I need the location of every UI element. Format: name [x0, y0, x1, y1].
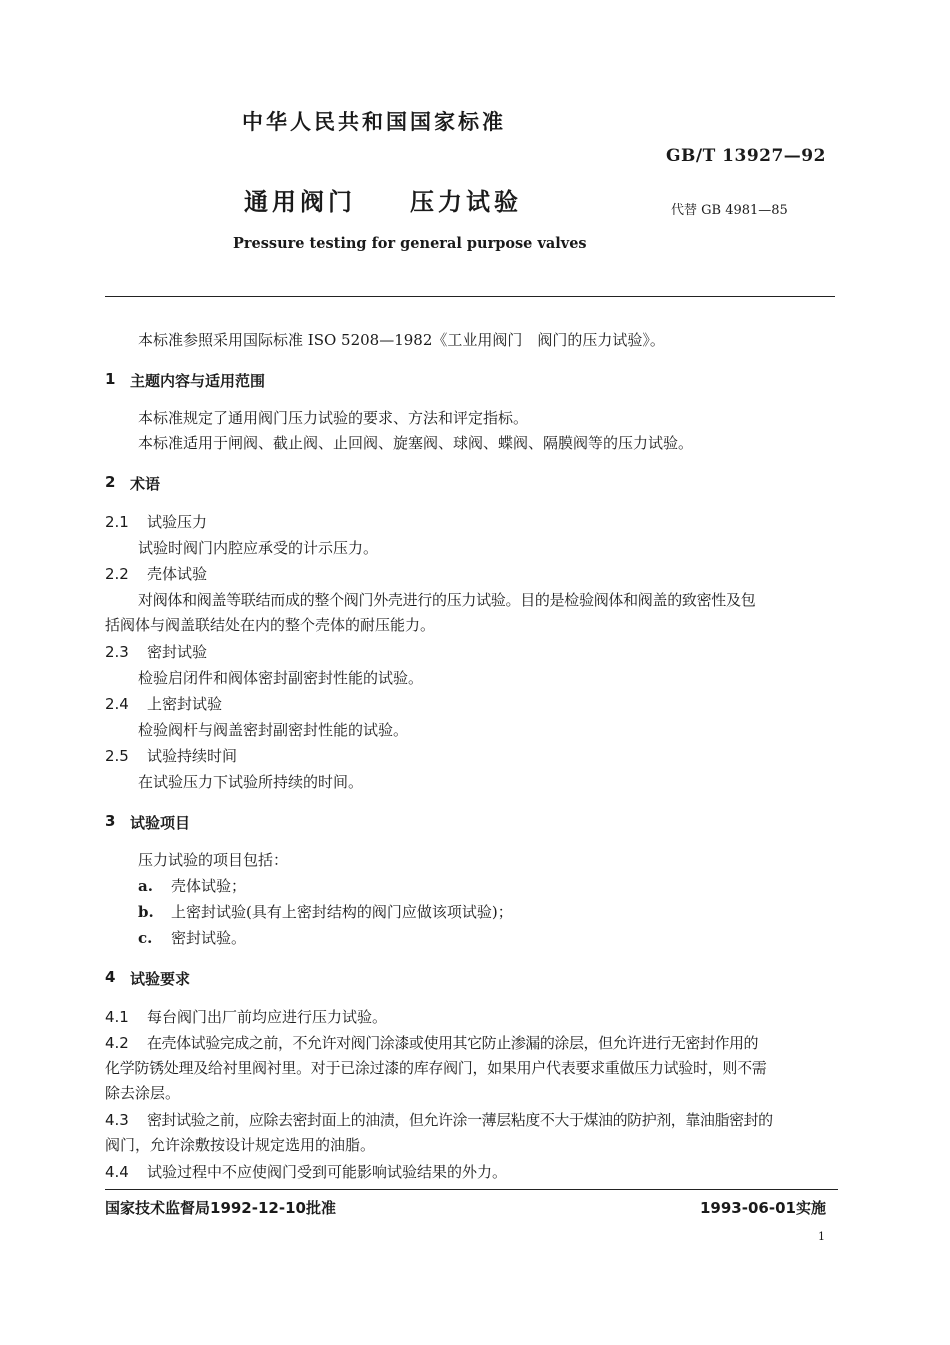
section-3-title: 试验项目 [130, 814, 191, 832]
section-1-paragraph-1: 本标准规定了通用阀门压力试验的要求、方法和评定指标。 [138, 409, 529, 427]
clause-2-4-definition: 检验阀杆与阀盖密封副密封性能的试验。 [138, 721, 409, 739]
approval-line: 国家技术监督局1992-12-10批准 [105, 1199, 336, 1217]
clause-2-2-definition-line-1: 对阀体和阀盖等联结而成的整个阀门外壳进行的压力试验。目的是检验阀体和阀盖的致密性及包 [138, 591, 756, 609]
clause-2-3-term: 密封试验 [147, 643, 208, 661]
clause-2-3-number: 2.3 [105, 643, 129, 661]
section-1-number: 1 [105, 370, 116, 388]
section-1-paragraph-2: 本标准适用于闸阀、截止阀、止回阀、旋塞阀、球阀、蝶阀、隔膜阀等的压力试验。 [138, 434, 694, 452]
clause-4-4-number: 4.4 [105, 1163, 129, 1181]
clause-4-1-line-1: 每台阀门出厂前均应进行压力试验。 [147, 1008, 388, 1026]
clause-4-4-line-1: 试验过程中不应使阀门受到可能影响试验结果的外力。 [147, 1163, 508, 1181]
list-item-c-text: 密封试验。 [171, 929, 247, 947]
section-4-number: 4 [105, 968, 116, 986]
section-3-number: 3 [105, 812, 116, 830]
clause-4-3-line-2: 阀门，允许涂敷按设计规定选用的油脂。 [105, 1136, 376, 1154]
section-3-lead: 压力试验的项目包括： [138, 851, 289, 869]
clause-4-3-line-1: 密封试验之前，应除去密封面上的油渍，但允许涂一薄层粘度不大于煤油的防护剂，靠油脂密封的 [147, 1111, 773, 1129]
list-item-a-text: 壳体试验； [171, 877, 247, 895]
list-item-c-label: c. [138, 929, 153, 947]
section-4-title: 试验要求 [130, 970, 191, 988]
clause-2-1-definition: 试验时阀门内腔应承受的计示压力。 [138, 539, 379, 557]
list-item-b-label: b. [138, 903, 154, 921]
section-2-title: 术语 [130, 475, 161, 493]
clause-2-5-term: 试验持续时间 [147, 747, 238, 765]
clause-4-2-line-2: 化学防锈处理及给衬里阀衬里。对于已涂过漆的库存阀门，如果用户代表要求重做压力试验时，则不需 [105, 1059, 767, 1077]
national-standard-title: 中华人民共和国国家标准 [242, 110, 506, 134]
clause-2-4-number: 2.4 [105, 695, 129, 713]
standard-number: GB/T 13927—92 [666, 146, 826, 166]
replaces-standard: 代替 GB 4981—85 [671, 203, 788, 218]
clause-2-2-number: 2.2 [105, 565, 129, 583]
clause-2-5-number: 2.5 [105, 747, 129, 765]
clause-2-3-definition: 检验启闭件和阀体密封副密封性能的试验。 [138, 669, 424, 687]
footer-divider [105, 1189, 838, 1190]
list-item-b-text: 上密封试验(具有上密封结构的阀门应做该项试验)； [171, 903, 513, 921]
clause-2-2-definition-line-2: 括阀体与阀盖联结处在内的整个壳体的耐压能力。 [105, 616, 436, 634]
clause-2-4-term: 上密封试验 [147, 695, 223, 713]
page-number: 1 [818, 1230, 825, 1243]
document-title-part2: 压力试验 [410, 188, 522, 216]
header-divider [105, 296, 835, 297]
clause-4-2-number: 4.2 [105, 1034, 129, 1052]
intro-paragraph: 本标准参照采用国际标准 ISO 5208—1982《工业用阀门 阀门的压力试验》。 [138, 331, 665, 349]
list-item-a-label: a. [138, 877, 153, 895]
clause-2-1-number: 2.1 [105, 513, 129, 531]
clause-2-1-term: 试验压力 [147, 513, 208, 531]
clause-4-2-line-1: 在壳体试验完成之前，不允许对阀门涂漆或使用其它防止渗漏的涂层，但允许进行无密封作用的 [147, 1034, 759, 1052]
implementation-date: 1993-06-01实施 [700, 1199, 826, 1217]
clause-2-5-definition: 在试验压力下试验所持续的时间。 [138, 773, 364, 791]
clause-4-2-line-3: 除去涂层。 [105, 1084, 181, 1102]
section-2-number: 2 [105, 473, 116, 491]
clause-4-1-number: 4.1 [105, 1008, 129, 1026]
clause-4-3-number: 4.3 [105, 1111, 129, 1129]
english-title: Pressure testing for general purpose valves [233, 235, 587, 252]
document-title-part1: 通用阀门 [244, 188, 356, 216]
section-1-title: 主题内容与适用范围 [130, 372, 266, 390]
clause-2-2-term: 壳体试验 [147, 565, 208, 583]
